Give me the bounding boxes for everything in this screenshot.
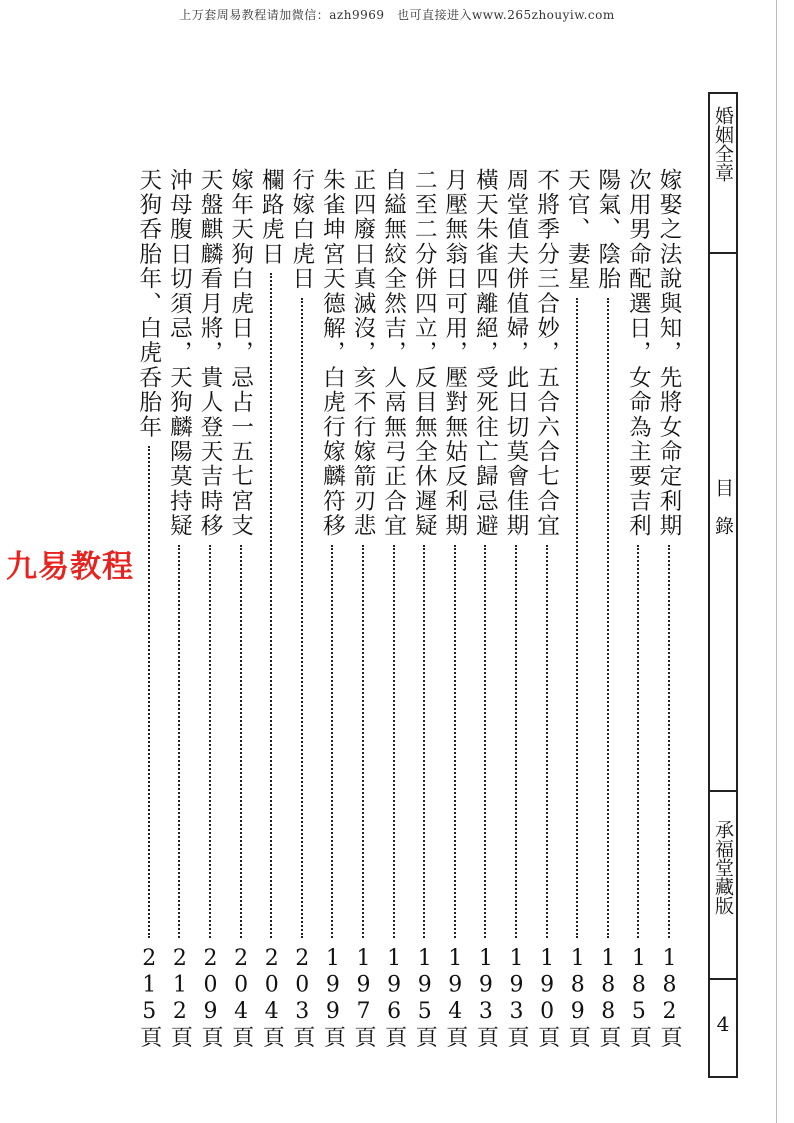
toc-entry: [350, 168, 376, 1050]
toc-entry: [197, 168, 223, 1050]
toc-entry-title: 月壓無翁日可用，壓對無姑反利期: [441, 168, 468, 539]
dot-leader: [668, 545, 670, 938]
toc-entry: [228, 168, 254, 1050]
toc-entry: [166, 168, 192, 1050]
dot-leader: [178, 545, 180, 938]
toc-entry-title: 二至二分併四立，反目無全休遲疑: [411, 168, 438, 539]
toc-entry: [534, 168, 560, 1050]
toc-entry-page: 204頁: [228, 946, 254, 1049]
toc-entry-title: 次用男命配選日，女命為主要吉利: [625, 168, 652, 539]
dot-leader: [209, 545, 211, 938]
toc-entry-title: 天官、妻星: [564, 168, 591, 292]
toc-entry-title: 自縊無絞全然吉，人鬲無弓正合宜: [380, 168, 407, 539]
tab-divider: [710, 252, 736, 254]
toc-entry-page: 193頁: [473, 946, 499, 1049]
dot-leader: [362, 545, 364, 938]
toc-entry-title: 天盤麒麟看月將，貴人登天吉時移: [197, 168, 223, 539]
toc-entry: [503, 168, 529, 1050]
toc-entry-title: 嫁年天狗白虎日，忌占一五七宮支: [227, 168, 254, 539]
toc-entry: [319, 168, 345, 1050]
dot-leader: [546, 545, 548, 938]
toc-entry: [656, 168, 682, 1050]
toc-entry-page: 196頁: [381, 946, 407, 1049]
watermark: 九易教程: [6, 549, 134, 585]
dot-leader: [454, 545, 456, 938]
toc-entry: [595, 168, 621, 1050]
tab-divider: [710, 978, 736, 980]
toc-entry: [442, 168, 468, 1050]
toc-entry: [258, 168, 284, 1050]
dot-leader: [331, 545, 333, 938]
toc-entry: [289, 168, 315, 1050]
tab-divider: [710, 790, 736, 792]
dot-leader: [484, 545, 486, 938]
toc-entry-page: 190頁: [534, 946, 560, 1049]
scan-edge-line: [776, 0, 777, 1123]
toc-entry-title: 欄路虎日: [258, 168, 285, 267]
toc-entry-title: 陽氣、陰胎: [594, 168, 621, 292]
dot-leader: [240, 545, 242, 938]
toc-entry-title: 不將季分三合妙，五合六合七合宜: [533, 168, 560, 539]
toc-entry-page: 212頁: [167, 946, 193, 1049]
toc-entry: [381, 168, 407, 1050]
toc-entry-page: 194頁: [442, 946, 468, 1049]
dot-leader: [301, 298, 303, 938]
dot-leader: [148, 446, 150, 938]
toc-entry-title: 正四廢日真滅沒，亥不行嫁箭刃悲: [350, 168, 376, 539]
toc-entry-page: 188頁: [595, 946, 621, 1049]
table-of-contents: [92, 168, 682, 1050]
dot-leader: [637, 545, 639, 938]
toc-entry-page: 195頁: [412, 946, 438, 1049]
toc-entry-page: 193頁: [504, 946, 529, 1049]
toc-entry-page: 209頁: [198, 946, 223, 1049]
toc-entry-title: 朱雀坤宮天德解，白虎行嫁麟符移: [319, 168, 346, 539]
publisher-label: 承福堂藏版: [712, 820, 734, 915]
toc-entry: [625, 168, 651, 1050]
toc-entry-page: 182頁: [657, 946, 682, 1049]
dot-leader: [576, 298, 578, 938]
toc-entry-title: 橫天朱雀四離絕，受死往亡歸忌避: [472, 168, 499, 539]
toc-entry-page: 185頁: [626, 946, 652, 1049]
toc-entry-page: 204頁: [259, 946, 285, 1049]
toc-entry-title: 沖母腹日切須忌，天狗麟陽莫持疑: [166, 168, 193, 539]
toc-entry-title: 行嫁白虎日: [288, 168, 315, 292]
dot-leader: [270, 273, 272, 938]
toc-entry-page: 215頁: [136, 946, 162, 1049]
toc-entry-page: 189頁: [565, 946, 591, 1049]
toc-entry-title: 天狗呑胎年、白虎呑胎年: [135, 168, 162, 440]
book-title: 婚姻全章: [712, 106, 734, 182]
header-banner: 上万套周易教程请加微信：azh9969 也可直接进入www.265zhouyiw.com: [179, 8, 615, 22]
section-label: 目 錄: [712, 478, 734, 535]
toc-entry: [472, 168, 498, 1050]
dot-leader: [423, 545, 425, 938]
dot-leader: [607, 298, 609, 938]
toc-entry-page: 199頁: [320, 946, 346, 1049]
side-tab: [708, 92, 738, 1078]
toc-entry-page: 203頁: [289, 946, 315, 1049]
toc-entry-title: 周堂值夫併值婦，此日切莫會佳期: [503, 168, 529, 539]
toc-entry: [411, 168, 437, 1050]
dot-leader: [515, 545, 517, 938]
toc-entry-title: 嫁娶之法說與知，先將女命定利期: [656, 168, 682, 539]
toc-entry-page: 197頁: [351, 946, 376, 1049]
toc-entry: [136, 168, 162, 1050]
dot-leader: [393, 545, 395, 938]
toc-entry: [564, 168, 590, 1050]
page-number: 4: [711, 1012, 735, 1036]
